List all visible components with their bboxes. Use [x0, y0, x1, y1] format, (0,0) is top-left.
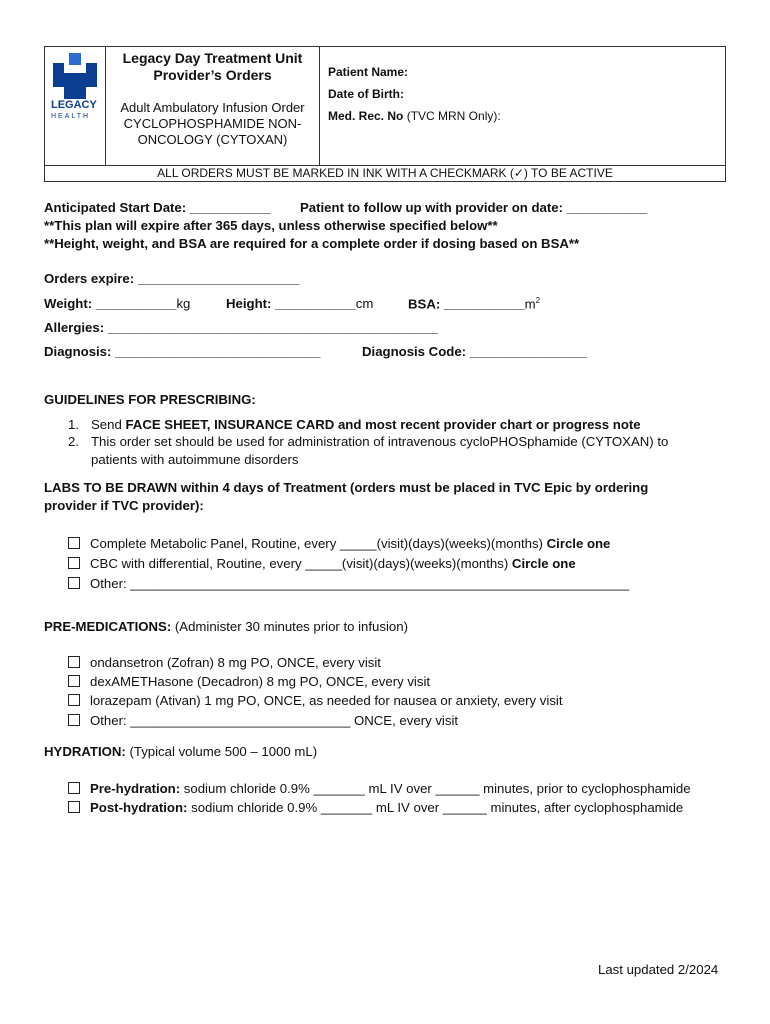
premeds-heading: PRE-MEDICATIONS:: [44, 619, 172, 634]
premed-text: lorazepam (Ativan) 1 mg PO, ONCE, as needed for nausea or anxiety, every visit: [90, 693, 563, 708]
premed-item[interactable]: [68, 674, 430, 689]
checkbox[interactable]: [68, 656, 80, 668]
bsa-label: BSA: ___________: [408, 296, 525, 312]
pre-hydration-text: sodium chloride 0.9% _______ mL IV over ______ minutes, prior to cyclophosphamide: [180, 781, 691, 796]
premed-item[interactable]: [68, 713, 458, 728]
circle-one-label: Circle one: [546, 536, 611, 551]
form-title-line2: Provider’s Orders: [153, 67, 272, 83]
mrn-label-line: [328, 109, 501, 123]
mrn-label: Med. Rec. No: [328, 109, 404, 123]
guideline-1-num: 1.: [68, 417, 79, 432]
order-subtitle-line3: ONCOLOGY (CYTOXAN): [137, 132, 288, 147]
labs-heading-line2: provider if TVC provider):: [44, 498, 204, 513]
premed-text: Other: ______________________________ ONCE, every visit: [90, 713, 459, 728]
premed-text: dexAMETHasone (Decadron) 8 mg PO, ONCE, every visit: [90, 674, 431, 689]
hydration-heading-line: [44, 744, 317, 759]
weight-field[interactable]: [44, 296, 190, 311]
checkbox[interactable]: [68, 675, 80, 687]
weight-label: Weight: ___________: [44, 296, 177, 311]
lab-item-text: Other: ____________________________________________________________________: [90, 576, 630, 591]
checkbox[interactable]: [68, 714, 80, 726]
height-unit: cm: [355, 296, 374, 311]
checkbox[interactable]: [68, 801, 80, 813]
expire-note: **This plan will expire after 365 days, unless otherwise specified below**: [44, 218, 498, 233]
checkmark-banner: ALL ORDERS MUST BE MARKED IN INK WITH A CHECKMARK (✓) TO BE ACTIVE: [45, 165, 725, 182]
start-date-field[interactable]: Anticipated Start Date: ___________: [44, 200, 271, 215]
lab-item-text: Complete Metabolic Panel, Routine, every _____(visit)(days)(weeks)(months): [90, 536, 547, 551]
dob-label: Date of Birth:: [328, 87, 404, 101]
premed-item[interactable]: [68, 655, 381, 670]
form-title: Legacy Day Treatment Unit: [122, 50, 303, 66]
labs-heading: LABS TO BE DRAWN within 4 days of Treatment (orders must be placed in TVC Epic by ordering: [44, 480, 649, 495]
checkbox[interactable]: [68, 782, 80, 794]
patient-info-cell: [320, 47, 724, 165]
lab-item-cmp[interactable]: [68, 536, 610, 551]
order-subtitle-line2: CYCLOPHOSPHAMIDE NON-: [123, 116, 302, 131]
hydration-heading: HYDRATION:: [44, 744, 126, 759]
guideline-2-line2: patients with autoimmune disorders: [91, 452, 299, 467]
height-label: Height: ___________: [226, 296, 356, 311]
logo-cell: [45, 47, 106, 165]
height-field[interactable]: [226, 296, 373, 311]
checkbox[interactable]: [68, 577, 80, 589]
pre-hydration-label: Pre-hydration:: [90, 781, 181, 796]
guidelines-heading: GUIDELINES FOR PRESCRIBING:: [44, 392, 256, 407]
premed-item[interactable]: [68, 693, 563, 708]
guideline-1-pre: Send: [91, 417, 126, 432]
premeds-note: (Administer 30 minutes prior to infusion): [171, 619, 408, 634]
checkbox[interactable]: [68, 694, 80, 706]
checkbox[interactable]: [68, 537, 80, 549]
guideline-1: [91, 417, 641, 432]
post-hydration-item[interactable]: [68, 800, 683, 815]
logo-subtitle: HEALTH: [51, 113, 91, 120]
bsa-unit-sup: 2: [535, 296, 541, 305]
hydration-note: (Typical volume 500 – 1000 mL): [125, 744, 318, 759]
guideline-1-bold: FACE SHEET, INSURANCE CARD and most recent provider chart or progress note: [125, 417, 641, 432]
lab-item-cbc[interactable]: [68, 556, 576, 571]
checkbox[interactable]: [68, 557, 80, 569]
weight-unit: kg: [176, 296, 191, 311]
diagnosis-code-field[interactable]: Diagnosis Code: ________________: [362, 344, 588, 359]
order-subtitle: Adult Ambulatory Infusion Order: [120, 100, 305, 115]
pre-hydration-item[interactable]: [68, 781, 691, 796]
lab-item-text: CBC with differential, Routine, every _____(visit)(days)(weeks)(months): [90, 556, 512, 571]
follow-up-date-field[interactable]: Patient to follow up with provider on date: ___________: [300, 200, 648, 215]
bsa-field[interactable]: [408, 296, 540, 311]
last-updated: Last updated 2/2024: [598, 962, 719, 977]
mrn-note: (TVC MRN Only):: [403, 109, 501, 123]
post-hydration-text: sodium chloride 0.9% _______ mL IV over ______ minutes, after cyclophosphamide: [187, 800, 684, 815]
title-cell: [106, 47, 320, 165]
logo-wordmark: LEGACY: [51, 99, 97, 111]
premeds-heading-line: [44, 619, 408, 634]
orders-expire-field[interactable]: Orders expire: ______________________: [44, 271, 300, 286]
bsa-note: **Height, weight, and BSA are required for a complete order if dosing based on BSA**: [44, 236, 580, 251]
diagnosis-field[interactable]: Diagnosis: ____________________________: [44, 344, 321, 359]
patient-name-label: Patient Name:: [328, 65, 409, 79]
premed-text: ondansetron (Zofran) 8 mg PO, ONCE, every visit: [90, 655, 381, 670]
legacy-logo-icon: [53, 51, 97, 99]
header-box: [44, 46, 726, 182]
lab-item-other[interactable]: [68, 576, 629, 591]
circle-one-label: Circle one: [511, 556, 576, 571]
guideline-2-line1: This order set should be used for administration of intravenous cycloPHOSphamide (CYTOXAN) to: [91, 434, 669, 449]
allergies-field[interactable]: Allergies: _____________________________________________: [44, 320, 438, 335]
guideline-2-num: 2.: [68, 434, 79, 449]
post-hydration-label: Post-hydration:: [90, 800, 188, 815]
bsa-unit: m: [524, 296, 536, 312]
